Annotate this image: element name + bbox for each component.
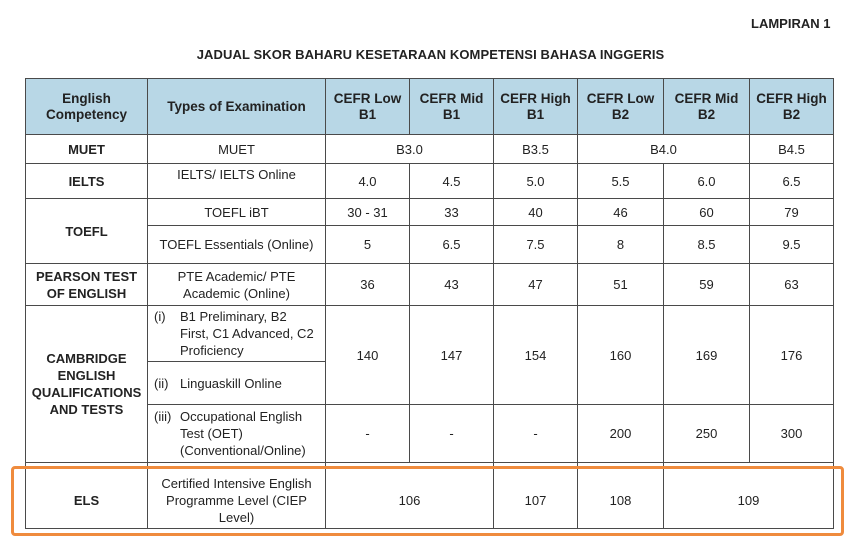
lampiran-label: LAMPIRAN 1 xyxy=(751,16,831,31)
score-cell: 109 xyxy=(664,473,834,529)
score-cell: 9.5 xyxy=(750,226,834,264)
header-cefr-high-b2: CEFR High B2 xyxy=(750,79,834,135)
score-cell: 107 xyxy=(494,473,578,529)
score-cell: - xyxy=(410,405,494,463)
item-number: (iii) xyxy=(154,409,172,424)
header-cefr-low-b1: CEFR Low B1 xyxy=(326,79,410,135)
score-cell: 8 xyxy=(578,226,664,264)
score-cell: 40 xyxy=(494,199,578,226)
table-row-cambridge-iii xyxy=(26,405,834,463)
score-cell: 147 xyxy=(410,306,494,405)
score-cell: 108 xyxy=(578,473,664,529)
score-cell: 8.5 xyxy=(664,226,750,264)
header-competency: English Competency xyxy=(26,79,148,135)
exam-els: Certified Intensive English Programme Level (CIEP Level) xyxy=(148,473,326,529)
score-cell: 160 xyxy=(578,306,664,405)
competency-cambridge: CAMBRIDGE ENGLISH QUALIFICATIONS AND TESTS xyxy=(26,306,148,463)
score-cell: 106 xyxy=(326,473,494,529)
item-text: Linguaskill Online xyxy=(180,375,282,391)
score-cell: 4.0 xyxy=(326,164,410,199)
item-number: (ii) xyxy=(154,375,169,391)
exam-muet: MUET xyxy=(148,135,326,164)
table-row-toefl-ibt xyxy=(26,199,834,226)
score-cell: 169 xyxy=(664,306,750,405)
header-row xyxy=(26,79,834,135)
els-highlight-box xyxy=(11,466,844,536)
score-cell: 47 xyxy=(494,264,578,306)
table-row-muet xyxy=(26,135,834,164)
exam-pte: PTE Academic/ PTE Academic (Online) xyxy=(148,264,326,306)
header-cefr-mid-b2: CEFR Mid B2 xyxy=(664,79,750,135)
score-cell: 79 xyxy=(750,199,834,226)
exam-ielts: IELTS/ IELTS Online xyxy=(148,164,326,199)
header-cefr-high-b1: CEFR High B1 xyxy=(494,79,578,135)
header-exam-type: Types of Examination xyxy=(148,79,326,135)
score-cell: 200 xyxy=(578,405,664,463)
score-equivalence-table xyxy=(25,78,834,529)
score-cell: 36 xyxy=(326,264,410,306)
score-cell: B4.5 xyxy=(750,135,834,164)
table-row-ielts xyxy=(26,164,834,199)
score-cell: 46 xyxy=(578,199,664,226)
score-cell: 30 - 31 xyxy=(326,199,410,226)
document-title: JADUAL SKOR BAHARU KESETARAAN KOMPETENSI BAHASA INGGERIS xyxy=(196,47,665,62)
score-cell: 7.5 xyxy=(494,226,578,264)
table-row-toefl-essentials xyxy=(26,226,834,264)
competency-ielts: IELTS xyxy=(26,164,148,199)
score-cell: B4.0 xyxy=(578,135,750,164)
competency-toefl: TOEFL xyxy=(26,199,148,264)
score-cell: B3.0 xyxy=(326,135,494,164)
competency-els: ELS xyxy=(26,473,148,529)
score-cell: 140 xyxy=(326,306,410,405)
score-cell: - xyxy=(494,405,578,463)
score-cell: 33 xyxy=(410,199,494,226)
score-cell: 6.0 xyxy=(664,164,750,199)
exam-cambridge-ii xyxy=(148,362,326,405)
table-row-pearson xyxy=(26,264,834,306)
score-cell: 60 xyxy=(664,199,750,226)
score-cell: 5.0 xyxy=(494,164,578,199)
header-cefr-low-b2: CEFR Low B2 xyxy=(578,79,664,135)
exam-cambridge-i xyxy=(148,306,326,362)
score-cell: 51 xyxy=(578,264,664,306)
exam-toefl-ibt: TOEFL iBT xyxy=(148,199,326,226)
item-number: (i) xyxy=(154,309,166,324)
score-cell: 43 xyxy=(410,264,494,306)
score-cell: - xyxy=(326,405,410,463)
score-cell: 5 xyxy=(326,226,410,264)
score-cell: 250 xyxy=(664,405,750,463)
score-cell: 176 xyxy=(750,306,834,405)
score-cell: 63 xyxy=(750,264,834,306)
score-cell: 4.5 xyxy=(410,164,494,199)
competency-pearson: PEARSON TEST OF ENGLISH xyxy=(26,264,148,306)
exam-cambridge-iii xyxy=(148,405,326,463)
score-cell: 154 xyxy=(494,306,578,405)
score-cell: 5.5 xyxy=(578,164,664,199)
score-cell: B3.5 xyxy=(494,135,578,164)
header-cefr-mid-b1: CEFR Mid B1 xyxy=(410,79,494,135)
item-text: Occupational English Test (OET) (Conventional/Online) xyxy=(180,409,306,458)
score-cell: 300 xyxy=(750,405,834,463)
exam-toefl-essentials: TOEFL Essentials (Online) xyxy=(148,226,326,264)
score-cell: 6.5 xyxy=(750,164,834,199)
item-text: B1 Preliminary, B2 First, C1 Advanced, C2 Proficiency xyxy=(180,309,314,358)
score-cell: 59 xyxy=(664,264,750,306)
score-cell: 6.5 xyxy=(410,226,494,264)
competency-muet: MUET xyxy=(26,135,148,164)
table-row-cambridge-i xyxy=(26,306,834,362)
